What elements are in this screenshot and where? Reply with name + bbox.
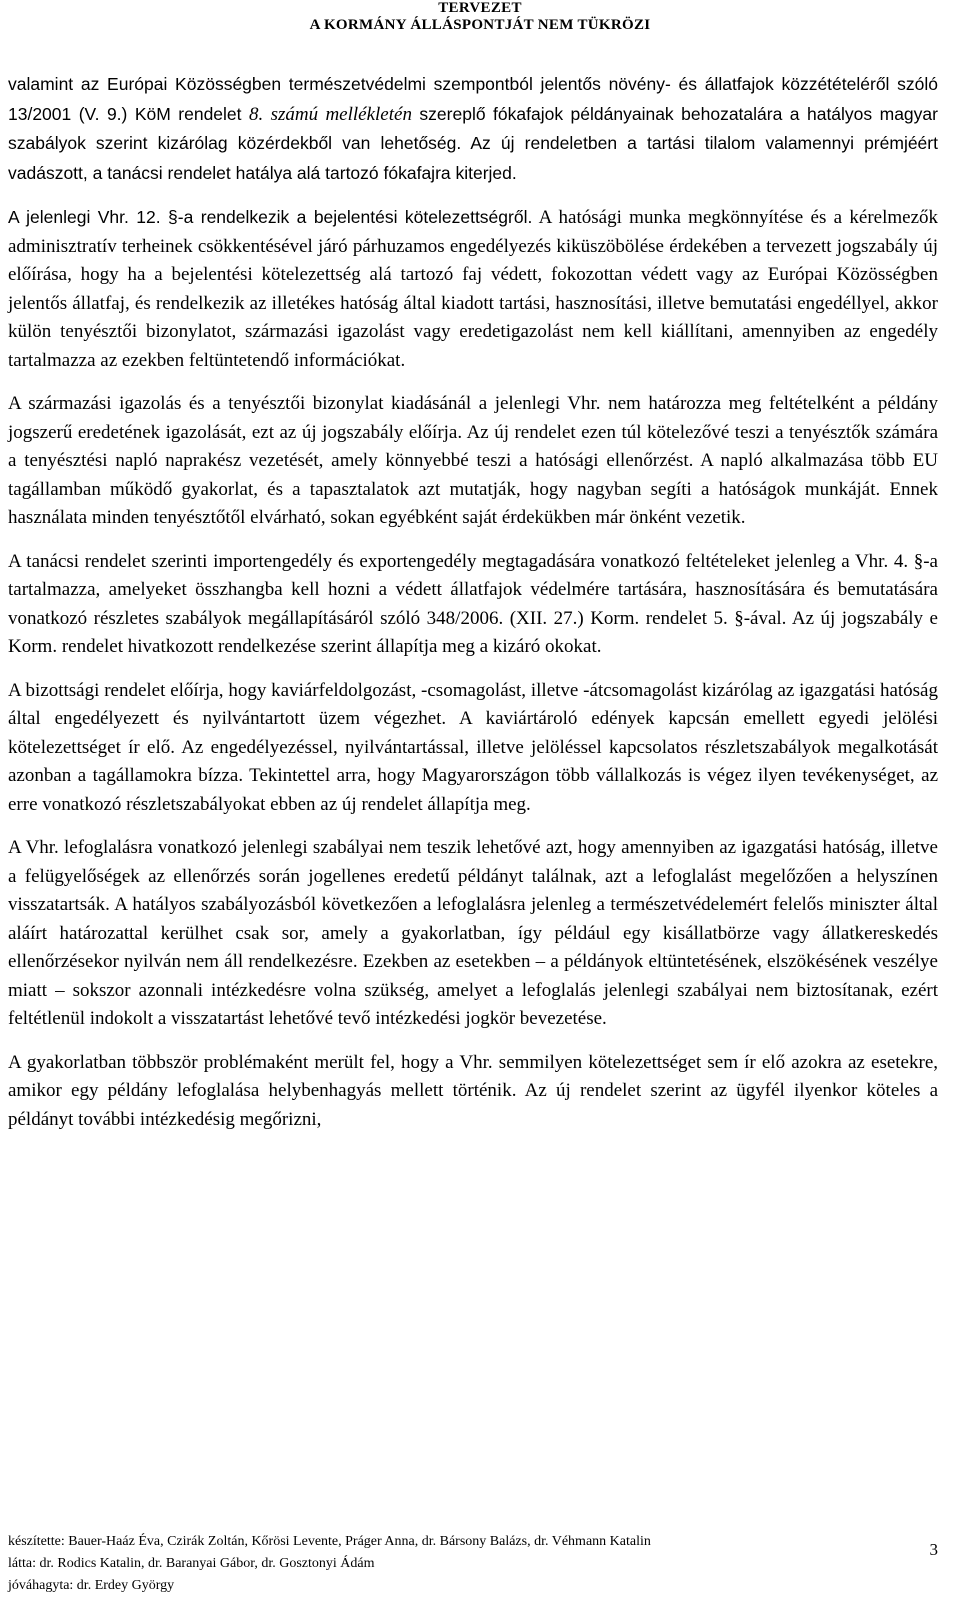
footer-approved-by: jóváhagyta: dr. Erdey György: [8, 1578, 175, 1593]
paragraph-1: [8, 70, 938, 188]
paragraph-2-part-b: A hatósági munka megkönnyítése és a kérelmezők adminisztratív terheinek csökkentésével járó párhuzamos engedélyezés kiküszöbölése érdekében a tervezett jogszabály új előírása, hogy ha a bejelentési kötelezettség alá tartozó faj védett, fokozottan védett vagy az Európai Közösségben jelentős állatfaj, és rendelkezik az illetékes hatóság által kiadott tartási, hasznosítási, illetve bemutatási engedéllyel, akkor külön tenyésztői bizonylatot, származási igazolást vagy eredetigazolást nem kell kiállítani, amennyiben az engedély tartalmazza az ezekben feltüntetendő információkat.: [8, 207, 938, 371]
paragraph-5: A bizottsági rendelet előírja, hogy kaviárfeldolgozást, -csomagolást, illetve -átcsomagolást kizárólag az igazgatási hatóság által engedélyezett és nyilvántartott üzem végezhet. A kaviártároló edények kapcsán emellett egyedi jelölési kötelezettséget ír elő. Az engedélyezéssel, nyilvántartással, illetve jelöléssel kapcsolatos részletszabályok megalkotását azonban a tagállamokra bízza. Tekintettel arra, hogy Magyarországon több vállalkozás is végez ilyen tevékenységet, az erre vonatkozó részletszabályokat ebben az új rendelet állapítja meg.: [8, 679, 938, 815]
paragraph-4: A tanácsi rendelet szerinti importengedély és exportengedély megtagadására vonatkozó feltételeket jelenleg a Vhr. 4. §-a tartalmazza, amelyeket összhangba kell hozni a védett állatfajok védelmére tartására, hasznosítására és bemutatására vonatkozó részletes szabályok megállapításáról szóló 348/2006. (XII. 27.) Korm. rendelet 5. §-ával. Az új jogszabály e Korm. rendelet hivatkozott rendelkezése szerint állapítja meg a kizáró okokat.: [8, 550, 938, 657]
paragraph-1-italic-ref: 8. számú mellékletén: [248, 103, 412, 125]
paragraph-1-part-b: szereplő fókafajok példányainak behozatalára a hatályos magyar szabályok szerint kizárólag közérdekből van lehetőség.: [8, 103, 938, 153]
paragraph-2: [8, 203, 938, 375]
paragraph-1-part-c: Az új rendeletben a tartási tilalom valamennyi prémjéért vadászott, a tanácsi rendelet hatálya alá tartozó fókafajra kiterjed.: [8, 133, 938, 183]
header-title: TERVEZET: [438, 0, 522, 16]
footer-seen-by: látta: dr. Rodics Katalin, dr. Baranyai Gábor, dr. Gosztonyi Ádám: [8, 1556, 375, 1571]
paragraph-7: A gyakorlatban többször problémaként merült fel, hogy a Vhr. semmilyen kötelezettséget sem ír elő azokra az esetekre, amikor egy példány lefoglalása helybenhagyás mellett történik. Az új rendelet szerint az ügyfél ilyenkor köteles a példányt további intézkedésig megőrizni,: [8, 1051, 938, 1130]
page-number: 3: [929, 1540, 938, 1559]
footer-prepared-by: készítette: Bauer-Haáz Éva, Czirák Zoltán, Kőrösi Levente, Práger Anna, dr. Bársony Balázs, dr. Véhmann Katalin: [8, 1534, 651, 1549]
document-body: [8, 70, 938, 1149]
paragraph-2-part-a: A jelenlegi Vhr. 12. §-a rendelkezik a bejelentési kötelezettségről.: [8, 207, 533, 227]
paragraph-6: A Vhr. lefoglalásra vonatkozó jelenlegi szabályai nem teszik lehetővé azt, hogy amennyiben az igazgatási hatóság, illetve a felügyelőségek az ellenőrzés során jogellenes eredetű példányt találnak, azt a lefoglalást megelőzően a helyszínen visszatartsák. A hatályos szabályozásból következően a lefoglalásra jelenleg a természetvédelemért felelős miniszter által aláírt határozattal kerülhet csak sor, amely a gyakorlatban, így például egy kisállatbörze vagy állatkereskedés ellenőrzésekor nyilván nem áll rendelkezésre. Ezekben az esetekben – a példányok eltüntetésének, elszökésének veszélye miatt – sokszor azonnali intézkedésre volna szükség, amelyet a lefoglalás jelenlegi szabályai nem biztosítanak, ezért feltétlenül indokolt a visszatartást lehetővé tevő intézkedési jogkör bevezetése.: [8, 837, 938, 1029]
document-footer: [8, 1531, 938, 1597]
draft-header: [0, 0, 960, 34]
header-disclaimer: A KORMÁNY ÁLLÁSPONTJÁT NEM TÜKRÖZI: [309, 17, 651, 33]
paragraph-1-part-a: valamint az Európai Közösségben természetvédelmi szempontból jelentős növény- és állatfajok közzétételéről szóló 13/2001 (V. 9.) KöM rendelet: [8, 74, 938, 124]
paragraph-3: A származási igazolás és a tenyésztői bizonylat kiadásánál a jelenlegi Vhr. nem határozza meg feltételként a példány jogszerű eredetének igazolását, ezt az új jogszabály előírja. Az új rendelet ezen túl kötelezővé teszi a tenyésztők számára a tenyésztési napló naprakész vezetését, amely könnyebbé teszi a hatósági ellenőrzést. A napló alkalmazása több EU tagállamban működő gyakorlat, és a tapasztalatok azt mutatják, hogy nagyban segíti a hatóságok munkáját. Ennek használata minden tenyésztőtől elvárható, sokan egyébként saját érdekükben már önként vezetik.: [8, 393, 938, 528]
